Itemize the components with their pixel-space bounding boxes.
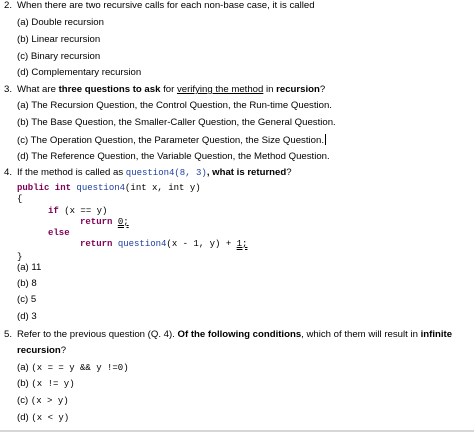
q3-option-d: (d) The Reference Question, the Variable Question, the Method Question. <box>17 151 330 162</box>
q5-option-d: (d) (x < y) <box>17 412 70 423</box>
q5-text: Refer to the previous question (Q. 4). Of the following conditions, which of them will result in infinite <box>17 329 453 340</box>
q3-option-a: (a) The Recursion Question, the Control Question, the Run-time Question. <box>17 100 332 111</box>
code-if: if (x == y) <box>48 206 108 216</box>
q5-option-c: (c) (x > y) <box>17 395 69 406</box>
q3-number: 3. <box>4 84 13 95</box>
q5-number: 5. <box>4 329 13 340</box>
q2-option-a: (a) Double recursion <box>17 17 104 28</box>
q4-option-b: (b) 8 <box>17 278 37 289</box>
q5-option-a: (a) (x = = y && y !=0) <box>17 362 129 373</box>
q4-option-d: (d) 3 <box>17 311 37 322</box>
q4-text: If the method is called as question4(8, 3), what is returned? <box>17 167 292 178</box>
code-return-recursive: return question4(x - 1, y) + 1; <box>80 239 248 249</box>
q4-option-c: (c) 5 <box>17 294 37 305</box>
q2-option-d: (d) Complementary recursion <box>17 67 142 78</box>
q2-option-b: (b) Linear recursion <box>17 34 101 45</box>
q3-option-b: (b) The Base Question, the Smaller-Caller Question, the General Question. <box>17 117 336 128</box>
text-cursor <box>325 134 326 145</box>
code-signature: public int question4(int x, int y) <box>17 183 201 193</box>
q4-option-a: (a) 11 <box>17 262 42 273</box>
q5-text-line2: recursion? <box>17 345 67 356</box>
q2-number: 2. <box>4 0 13 11</box>
q2-option-c: (c) Binary recursion <box>17 51 101 62</box>
q3-text: What are three questions to ask for verifying the method in recursion? <box>17 84 326 95</box>
code-open-brace: { <box>17 194 23 204</box>
q3-option-c: (c) The Operation Question, the Parameter Question, the Size Question. <box>17 135 324 146</box>
code-return-zero: return 0; <box>80 217 129 227</box>
code-else: else <box>48 228 70 238</box>
q5-option-b: (b) (x != y) <box>17 378 75 389</box>
q2-text: When there are two recursive calls for each non-base case, it is called <box>17 0 315 11</box>
q4-number: 4. <box>4 167 13 178</box>
code-close-brace: } <box>17 252 23 262</box>
